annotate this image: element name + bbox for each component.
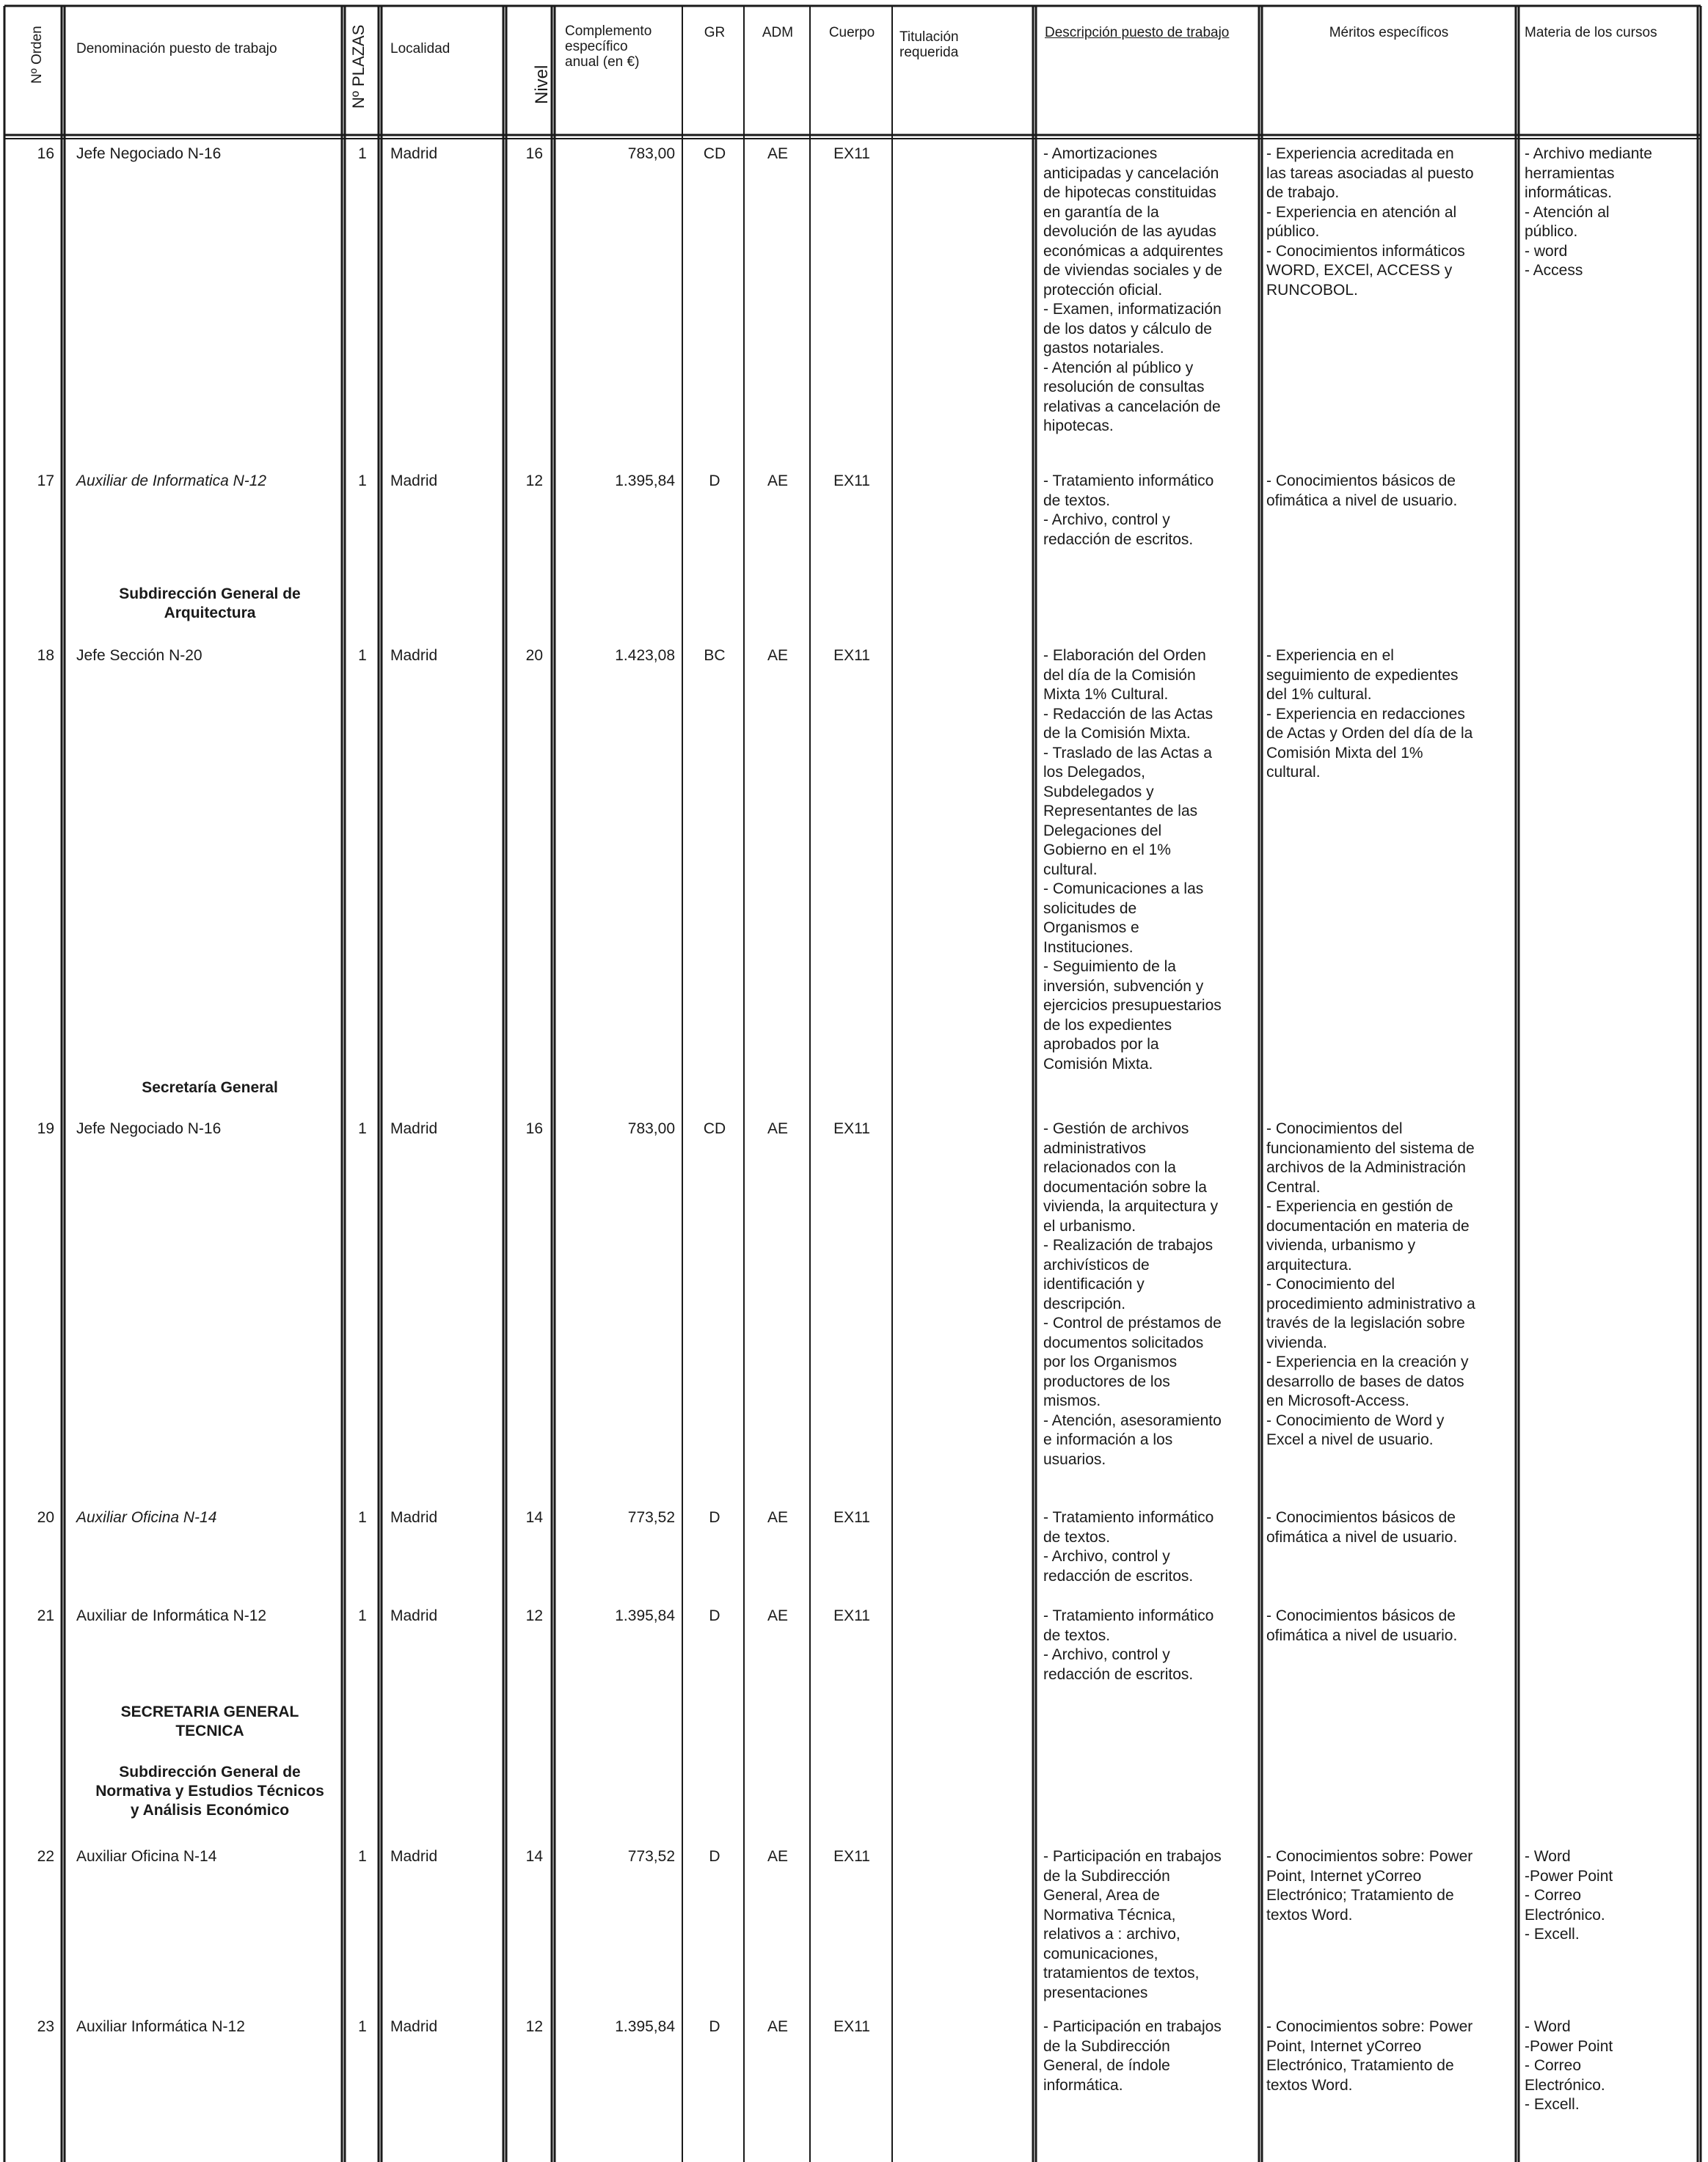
row-21-plazas: 1 (358, 1607, 367, 1624)
header-localidad: Localidad (390, 41, 450, 56)
row-21-cuerpo: EX11 (833, 1607, 870, 1624)
row-22-descripcion: - Participación en trabajos de la Subdirección General, Area de Normativa Técnica, relativos a : archivo, comunicaciones, tratamientos de textos, presentaciones (1043, 1848, 1222, 2001)
header-nivel: Nivel (532, 65, 552, 104)
header-orden: Nº Orden (29, 26, 45, 84)
row-18-orden: 18 (37, 647, 54, 664)
header-plazas: Nº PLAZAS (349, 24, 368, 109)
row-17-adm: AE (767, 472, 788, 489)
row-18-gr: BC (704, 647, 726, 664)
row-21-denominacion: Auxiliar de Informática N-12 (76, 1607, 267, 1624)
row-20-gr: D (709, 1509, 720, 1526)
row-19-denominacion: Jefe Negociado N-16 (76, 1120, 222, 1137)
row-17-denominacion: Auxiliar de Informatica N-12 (76, 472, 267, 489)
row-22-materia: - Word -Power Point - Correo Electrónico. - Excell. (1525, 1848, 1613, 1943)
header-adm: ADM (762, 25, 794, 40)
row-20-orden: 20 (37, 1509, 54, 1526)
row-20-plazas: 1 (358, 1509, 367, 1526)
row-17-localidad: Madrid (390, 472, 438, 489)
row-21-orden: 21 (37, 1607, 54, 1624)
row-18-cuerpo: EX11 (833, 647, 870, 664)
row-17-meritos: - Conocimientos básicos de ofimática a nivel de usuario. (1266, 472, 1458, 509)
row-21-nivel: 12 (525, 1607, 543, 1624)
row-20-nivel: 14 (525, 1509, 543, 1526)
row-16-localidad: Madrid (390, 145, 438, 162)
row-19-gr: CD (703, 1120, 726, 1137)
row-17-gr: D (709, 472, 720, 489)
row-16-gr: CD (703, 145, 726, 162)
row-22-meritos: - Conocimientos sobre: Power Point, Internet yCorreo Electrónico; Tratamiento de textos Word. (1266, 1848, 1473, 1924)
row-20-adm: AE (767, 1509, 788, 1526)
row-19-meritos: - Conocimientos del funcionamiento del sistema de archivos de la Administración Central. - Experiencia en gestión de documentación en materia de vivienda, urbanismo y arquitectura. - Conocimiento del procedimiento administrativo a través de la legislación sobre vivienda. - Experiencia en la creación y desarrollo de bases de datos en Microsoft-Access. - Conocimiento de Word y Excel a nivel de usuario. (1266, 1120, 1475, 1448)
row-21-meritos: - Conocimientos básicos de ofimática a nivel de usuario. (1266, 1607, 1458, 1644)
row-21-descripcion: - Tratamiento informático de textos. - Archivo, control y redacción de escritos. (1043, 1607, 1214, 1683)
header-complemento: Complemento específico anual (en €) (565, 23, 652, 70)
row-21-gr: D (709, 1607, 720, 1624)
row-20-cuerpo: EX11 (833, 1509, 870, 1526)
row-18-meritos: - Experiencia en el seguimiento de expedientes del 1% cultural. - Experiencia en redacciones de Actas y Orden del día de la Comisión Mixta del 1% cultural. (1266, 647, 1473, 781)
row-16-adm: AE (767, 145, 788, 162)
row-19-cuerpo: EX11 (833, 1120, 870, 1137)
row-17-nivel: 12 (525, 472, 543, 489)
row-23-complemento: 1.395,84 (615, 2018, 675, 2035)
row-20-meritos: - Conocimientos básicos de ofimática a nivel de usuario. (1266, 1509, 1458, 1546)
row-22-orden: 22 (37, 1848, 54, 1865)
row-16-orden: 16 (37, 145, 54, 162)
row-16-denominacion: Jefe Negociado N-16 (76, 145, 222, 162)
row-22-plazas: 1 (358, 1848, 367, 1865)
row-18-descripcion: - Elaboración del Orden del día de la Comisión Mixta 1% Cultural. - Redacción de las Actas de la Comisión Mixta. - Traslado de las Actas a los Delegados, Subdelegados y Representantes de las Delegaciones del Gobierno en el 1% cultural. - Comunicaciones a las solicitudes de Organismos e Instituciones. - Seguimiento de la inversión, subvención y ejercicios presupuestarios de los expedientes aprobados por la Comisión Mixta. (1043, 647, 1222, 1073)
row-17-orden: 17 (37, 472, 54, 489)
row-23-plazas: 1 (358, 2018, 367, 2035)
row-23-descripcion: - Participación en trabajos de la Subdirección General, de índole informática. (1043, 2018, 1222, 2094)
row-23-nivel: 12 (525, 2018, 543, 2035)
row-18-complemento: 1.423,08 (615, 647, 675, 664)
row-19-nivel: 16 (525, 1120, 543, 1137)
row-21-complemento: 1.395,84 (615, 1607, 675, 1624)
row-18-nivel: 20 (525, 647, 543, 664)
section-normativa: Subdirección General de Normativa y Estudios Técnicos y Análisis Económico (95, 1764, 324, 1819)
row-22-nivel: 14 (525, 1848, 543, 1865)
header-denominacion: Denominación puesto de trabajo (76, 41, 277, 56)
row-17-descripcion: - Tratamiento informático de textos. - Archivo, control y redacción de escritos. (1043, 472, 1214, 548)
row-16-descripcion: - Amortizaciones anticipadas y cancelación de hipotecas constituidas en garantía de la devolución de las ayudas económicas a adquirentes de viviendas sociales y de protección oficial. - Examen, informatización de los datos y cálculo de gastos notariales. - Atención al público y resolución de consultas relativas a cancelación de hipotecas. (1043, 145, 1224, 434)
header-cuerpo: Cuerpo (828, 25, 875, 40)
row-19-complemento: 783,00 (627, 1120, 675, 1137)
row-16-cuerpo: EX11 (833, 145, 870, 162)
row-21-adm: AE (767, 1607, 788, 1624)
row-23-meritos: - Conocimientos sobre: Power Point, Internet yCorreo Electrónico, Tratamiento de textos Word. (1266, 2018, 1473, 2094)
row-20-complemento: 773,52 (627, 1509, 675, 1526)
row-20-denominacion: Auxiliar Oficina N-14 (76, 1509, 217, 1526)
row-18-denominacion: Jefe Sección N-20 (76, 647, 202, 664)
row-23-orden: 23 (37, 2018, 54, 2035)
row-22-denominacion: Auxiliar Oficina N-14 (76, 1848, 217, 1865)
row-23-adm: AE (767, 2018, 788, 2035)
row-17-cuerpo: EX11 (833, 472, 870, 489)
row-23-materia: - Word -Power Point - Correo Electrónico. - Excell. (1525, 2018, 1613, 2113)
row-18-plazas: 1 (358, 647, 367, 664)
header-descripcion: Descripción puesto de trabajo (1045, 25, 1230, 40)
row-16-plazas: 1 (358, 145, 367, 162)
row-16-meritos: - Experiencia acreditada en las tareas asociadas al puesto de trabajo. - Experiencia en atención al público. - Conocimientos informáticos WORD, EXCEl, ACCESS y RUNCOBOL. (1266, 145, 1474, 299)
row-23-denominacion: Auxiliar Informática N-12 (76, 2018, 245, 2035)
row-16-nivel: 16 (525, 145, 543, 162)
row-21-localidad: Madrid (390, 1607, 438, 1624)
header-gr: GR (704, 25, 726, 40)
row-18-localidad: Madrid (390, 647, 438, 664)
row-17-plazas: 1 (358, 472, 367, 489)
row-23-localidad: Madrid (390, 2018, 438, 2035)
row-19-plazas: 1 (358, 1120, 367, 1137)
row-19-orden: 19 (37, 1120, 54, 1137)
row-16-materia: - Archivo mediante herramientas informáticas. - Atención al público. - word - Access (1525, 145, 1652, 279)
row-22-gr: D (709, 1848, 720, 1865)
row-20-descripcion: - Tratamiento informático de textos. - Archivo, control y redacción de escritos. (1043, 1509, 1214, 1585)
section-secretaria-general-tecnica: SECRETARIA GENERAL TECNICA (120, 1703, 299, 1739)
row-22-localidad: Madrid (390, 1848, 438, 1865)
row-18-adm: AE (767, 647, 788, 664)
row-19-localidad: Madrid (390, 1120, 438, 1137)
row-17-complemento: 1.395,84 (615, 472, 675, 489)
row-22-cuerpo: EX11 (833, 1848, 870, 1865)
header-meritos: Méritos específicos (1329, 25, 1449, 40)
section-arquitectura: Subdirección General de Arquitectura (119, 585, 301, 621)
row-22-adm: AE (767, 1848, 788, 1865)
header-titulacion: Titulación requerida (899, 29, 959, 60)
header-materia: Materia de los cursos (1525, 25, 1657, 40)
row-22-complemento: 773,52 (627, 1848, 675, 1865)
row-19-descripcion: - Gestión de archivos administrativos relacionados con la documentación sobre la vivienda, la arquitectura y el urbanismo. - Realización de trabajos archivísticos de identificación y descripción. - Control de préstamos de documentos solicitados por los Organismos productores de los mismos. - Atención, asesoramiento e información a los usuarios. (1043, 1120, 1222, 1468)
row-16-complemento: 783,00 (627, 145, 675, 162)
section-secretaria-general: Secretaría General (142, 1079, 278, 1096)
row-23-gr: D (709, 2018, 720, 2035)
row-23-cuerpo: EX11 (833, 2018, 870, 2035)
row-20-localidad: Madrid (390, 1509, 438, 1526)
row-19-adm: AE (767, 1120, 788, 1137)
